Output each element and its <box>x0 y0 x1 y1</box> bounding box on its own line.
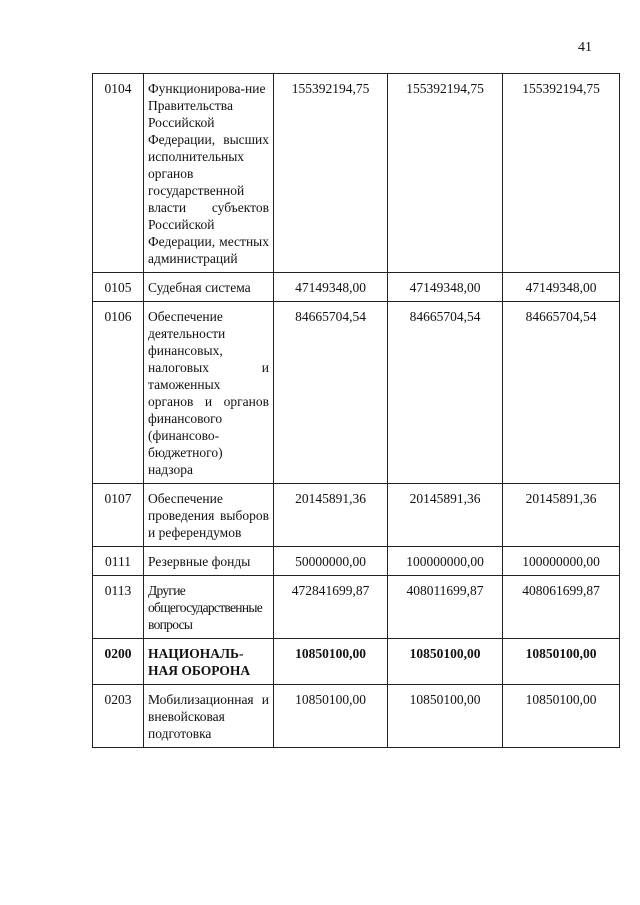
row-value-3: 155392194,75 <box>503 74 620 273</box>
row-code: 0104 <box>93 74 144 273</box>
row-name: Мобилизационная и вневойсковая подготовка <box>144 685 274 748</box>
row-value-3: 47149348,00 <box>503 273 620 302</box>
row-value-1: 20145891,36 <box>274 484 388 547</box>
row-value-1: 47149348,00 <box>274 273 388 302</box>
table-row <box>93 273 620 302</box>
row-name: НАЦИОНАЛЬ-НАЯ ОБОРОНА <box>144 639 274 685</box>
row-value-1: 84665704,54 <box>274 302 388 484</box>
row-value-3: 408061699,87 <box>503 576 620 639</box>
row-code: 0113 <box>93 576 144 639</box>
row-value-2: 84665704,54 <box>388 302 503 484</box>
row-value-3: 10850100,00 <box>503 639 620 685</box>
row-value-2: 408011699,87 <box>388 576 503 639</box>
table-row <box>93 74 620 273</box>
row-value-2: 47149348,00 <box>388 273 503 302</box>
row-value-2: 10850100,00 <box>388 685 503 748</box>
row-value-2: 155392194,75 <box>388 74 503 273</box>
row-name: Обеспечение проведения выборов и референдумов <box>144 484 274 547</box>
row-value-1: 472841699,87 <box>274 576 388 639</box>
budget-table <box>92 73 620 748</box>
row-code: 0107 <box>93 484 144 547</box>
page-number: 41 <box>578 40 592 55</box>
row-value-2: 10850100,00 <box>388 639 503 685</box>
row-value-1: 10850100,00 <box>274 639 388 685</box>
row-name: Судебная система <box>144 273 274 302</box>
table-row <box>93 576 620 639</box>
row-value-1: 50000000,00 <box>274 547 388 576</box>
table-row <box>93 484 620 547</box>
row-name: Функционирова-ние Правительства Российской Федерации, высших исполнительных органов государственной власти субъектов Российской Федерации, местных администраций <box>144 74 274 273</box>
row-value-2: 20145891,36 <box>388 484 503 547</box>
table-row <box>93 547 620 576</box>
table-row <box>93 685 620 748</box>
row-value-3: 100000000,00 <box>503 547 620 576</box>
row-code: 0106 <box>93 302 144 484</box>
row-name: Обеспечение деятельности финансовых, налоговых и таможенных органов и органов финансового (финансово-бюджетного) надзора <box>144 302 274 484</box>
row-code: 0203 <box>93 685 144 748</box>
row-code: 0105 <box>93 273 144 302</box>
row-value-3: 10850100,00 <box>503 685 620 748</box>
row-value-3: 20145891,36 <box>503 484 620 547</box>
row-value-2: 100000000,00 <box>388 547 503 576</box>
row-name: Резервные фонды <box>144 547 274 576</box>
row-value-1: 155392194,75 <box>274 74 388 273</box>
row-name: Другие общегосударственные вопросы <box>144 576 274 639</box>
table-row-section <box>93 639 620 685</box>
row-value-1: 10850100,00 <box>274 685 388 748</box>
row-value-3: 84665704,54 <box>503 302 620 484</box>
row-code: 0200 <box>93 639 144 685</box>
table-row <box>93 302 620 484</box>
row-code: 0111 <box>93 547 144 576</box>
